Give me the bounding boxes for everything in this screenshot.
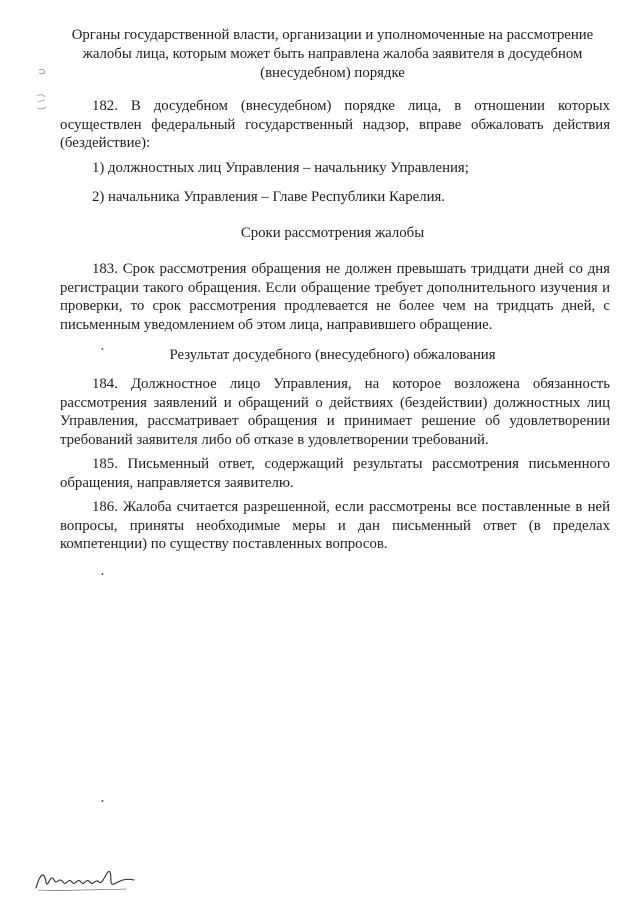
margin-scan-mark xyxy=(34,66,50,114)
paragraph-186: 186. Жалоба считается разрешенной, если рассмотрены все поставленные в ней вопросы, приняты необходимые меры и дан письменный ответ (в пределах компетенции) по существу поставленных вопросов. xyxy=(60,499,610,552)
scan-dot-mark: • xyxy=(101,797,104,806)
section-heading-terms: Сроки рассмотрения жалобы xyxy=(240,225,425,241)
scan-dot-mark: • xyxy=(101,345,104,354)
section-heading-result: Результат досудебного (внесудебного) обжалования xyxy=(169,347,496,363)
paragraph-185: 185. Письменный ответ, содержащий результаты рассмотрения письменного обращения, направляется заявителю. xyxy=(60,456,610,491)
list-item-1: 1) должностных лиц Управления – начальнику Управления; xyxy=(92,160,469,176)
paragraph-183: 183. Срок рассмотрения обращения не должен превышать тридцати дней со дня регистрации такого обращения. Если обращение требует дополнительного изучения и проверки, то срок рассмотрения продлевается не более чем на тридцать дней, с письменным уведомлением об этом лица, направившего обращение. xyxy=(60,261,610,333)
paragraph-182: 182. В досудебном (внесудебном) порядке лица, в отношении которых осуществлен федеральный государственный надзор, вправе обжаловать действия (бездействие): xyxy=(60,98,610,151)
paragraph-184: 184. Должностное лицо Управления, на которое возложена обязанность рассмотрения заявлений и обращений о действиях (бездействии) должностных лиц Управления, рассматривает обращения и принимает решение об удовлетворении требований заявителя либо об отказе в удовлетворении требований. xyxy=(60,376,610,448)
scan-dot-mark: • xyxy=(101,570,104,579)
handwritten-signature xyxy=(30,860,140,894)
document-heading: Органы государственной власти, организации и уполномоченные на рассмотрение жалобы лица, которым может быть направлена жалоба заявителя в досудебном (внесудебном) порядке xyxy=(71,27,594,81)
list-item-2: 2) начальника Управления – Главе Республики Карелия. xyxy=(92,189,446,205)
